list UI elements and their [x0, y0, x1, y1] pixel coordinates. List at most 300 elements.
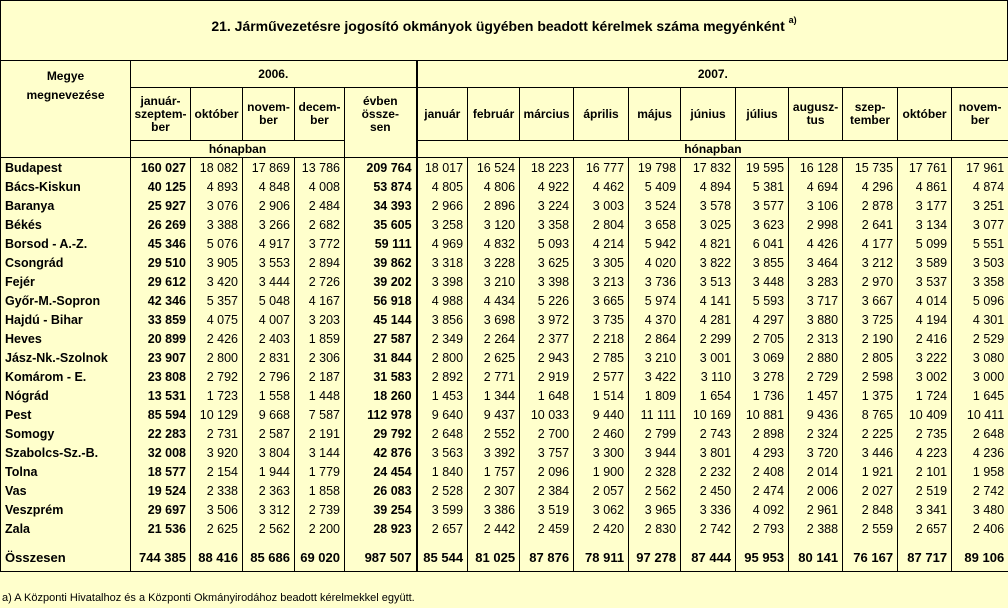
value-cell: 2 831 [243, 348, 295, 367]
value-cell: 3 506 [191, 500, 243, 519]
value-cell: 2 562 [243, 519, 295, 538]
value-cell: 19 595 [736, 158, 789, 178]
value-cell: 2 625 [468, 348, 520, 367]
value-cell: 3 524 [629, 196, 681, 215]
value-cell: 1 724 [898, 386, 952, 405]
value-cell: 11 111 [629, 405, 681, 424]
value-cell: 2 587 [243, 424, 295, 443]
value-cell: 3 480 [952, 500, 1008, 519]
value-cell: 3 736 [629, 272, 681, 291]
value-cell: 45 144 [345, 310, 417, 329]
value-cell: 18 017 [417, 158, 468, 178]
value-cell: 4 008 [295, 177, 345, 196]
value-cell: 5 381 [736, 177, 789, 196]
value-cell: 2 363 [243, 481, 295, 500]
value-cell: 29 612 [131, 272, 191, 291]
value-cell: 81 025 [468, 543, 520, 572]
value-cell: 26 269 [131, 215, 191, 234]
value-cell: 5 551 [952, 234, 1008, 253]
value-cell: 2 743 [681, 424, 736, 443]
value-cell: 9 436 [789, 405, 843, 424]
county-header: Megye megnevezése [1, 61, 131, 158]
value-cell: 3 735 [574, 310, 629, 329]
value-cell: 10 411 [952, 405, 1008, 424]
table-row [1, 462, 1008, 481]
value-cell: 3 210 [468, 272, 520, 291]
value-cell: 2 187 [295, 367, 345, 386]
value-cell: 39 202 [345, 272, 417, 291]
county-name: Nógrád [1, 386, 131, 405]
county-name: Tolna [1, 462, 131, 481]
value-cell: 2 388 [789, 519, 843, 538]
value-cell: 2 426 [191, 329, 243, 348]
table-row [1, 215, 1008, 234]
value-cell: 2 735 [898, 424, 952, 443]
value-cell: 4 092 [736, 500, 789, 519]
table-row [1, 367, 1008, 386]
county-name: Bács-Kiskun [1, 177, 131, 196]
month-header-2007: május [629, 88, 681, 141]
value-cell: 18 223 [520, 158, 574, 178]
value-cell: 2 657 [417, 519, 468, 538]
value-cell: 1 779 [295, 462, 345, 481]
value-cell: 3 212 [843, 253, 898, 272]
value-cell: 2 771 [468, 367, 520, 386]
value-cell: 2 006 [789, 481, 843, 500]
value-cell: 59 111 [345, 234, 417, 253]
header-row-years [1, 61, 1008, 88]
value-cell: 5 096 [952, 291, 1008, 310]
value-cell: 42 876 [345, 443, 417, 462]
value-cell: 2 154 [191, 462, 243, 481]
table-row [1, 348, 1008, 367]
value-cell: 3 062 [574, 500, 629, 519]
value-cell: 5 076 [191, 234, 243, 253]
value-cell: 1 958 [952, 462, 1008, 481]
value-cell: 5 226 [520, 291, 574, 310]
value-cell: 4 874 [952, 177, 1008, 196]
value-cell: 4 177 [843, 234, 898, 253]
value-cell: 10 881 [736, 405, 789, 424]
value-cell: 23 808 [131, 367, 191, 386]
value-cell: 3 972 [520, 310, 574, 329]
month-header-2006: október [191, 88, 243, 141]
value-cell: 16 777 [574, 158, 629, 178]
value-cell: 2 793 [736, 519, 789, 538]
value-cell: 5 593 [736, 291, 789, 310]
value-cell: 3 667 [843, 291, 898, 310]
value-cell: 2 191 [295, 424, 345, 443]
value-cell: 80 141 [789, 543, 843, 572]
value-cell: 4 194 [898, 310, 952, 329]
value-cell: 9 440 [574, 405, 629, 424]
value-cell: 3 578 [681, 196, 736, 215]
value-cell: 2 027 [843, 481, 898, 500]
value-cell: 3 599 [417, 500, 468, 519]
value-cell: 3 318 [417, 253, 468, 272]
value-cell: 2 729 [789, 367, 843, 386]
value-cell: 209 764 [345, 158, 417, 178]
value-cell: 2 307 [468, 481, 520, 500]
footnote: a) A Központi Hivatalhoz és a Központi Okmányirodához beadott kérelmekkel együtt. [2, 592, 415, 604]
value-cell: 3 589 [898, 253, 952, 272]
value-cell: 17 961 [952, 158, 1008, 178]
value-cell: 3 553 [243, 253, 295, 272]
county-name: Győr-M.-Sopron [1, 291, 131, 310]
value-cell: 3 519 [520, 500, 574, 519]
value-cell: 9 437 [468, 405, 520, 424]
value-cell: 2 200 [295, 519, 345, 538]
value-cell: 4 297 [736, 310, 789, 329]
value-cell: 2 562 [629, 481, 681, 500]
value-cell: 3 228 [468, 253, 520, 272]
value-cell: 19 798 [629, 158, 681, 178]
value-cell: 3 398 [417, 272, 468, 291]
value-cell: 3 698 [468, 310, 520, 329]
value-cell: 4 917 [243, 234, 295, 253]
value-cell: 3 446 [843, 443, 898, 462]
value-cell: 2 648 [952, 424, 1008, 443]
value-cell: 1 736 [736, 386, 789, 405]
value-cell: 2 785 [574, 348, 629, 367]
value-cell: 13 531 [131, 386, 191, 405]
value-cell: 2 406 [952, 519, 1008, 538]
value-cell: 2 577 [574, 367, 629, 386]
value-cell: 1 457 [789, 386, 843, 405]
value-cell: 2 324 [789, 424, 843, 443]
value-cell: 2 864 [629, 329, 681, 348]
value-cell: 744 385 [131, 543, 191, 572]
value-cell: 2 906 [243, 196, 295, 215]
value-cell: 3 278 [736, 367, 789, 386]
table-title [1, 15, 1007, 34]
value-cell: 3 224 [520, 196, 574, 215]
value-cell: 88 416 [191, 543, 243, 572]
table-row [1, 424, 1008, 443]
value-cell: 18 577 [131, 462, 191, 481]
value-cell: 15 735 [843, 158, 898, 178]
value-cell: 3 856 [417, 310, 468, 329]
value-cell: 2 598 [843, 367, 898, 386]
value-cell: 3 203 [295, 310, 345, 329]
value-cell: 39 862 [345, 253, 417, 272]
value-cell: 2 830 [629, 519, 681, 538]
county-name: Veszprém [1, 500, 131, 519]
value-cell: 87 876 [520, 543, 574, 572]
value-cell: 1 809 [629, 386, 681, 405]
value-cell: 1 654 [681, 386, 736, 405]
value-cell: 33 859 [131, 310, 191, 329]
value-cell: 4 293 [736, 443, 789, 462]
value-cell: 32 008 [131, 443, 191, 462]
value-cell: 4 861 [898, 177, 952, 196]
value-cell: 987 507 [345, 543, 417, 572]
value-cell: 2 096 [520, 462, 574, 481]
table-title-text: 21. Járművezetésre jogosító okmányok ügyében beadott kérelmek száma megyénként [211, 18, 785, 34]
value-cell: 3 305 [574, 253, 629, 272]
county-name: Komárom - E. [1, 367, 131, 386]
month-header-2006: évben össze- sen [345, 88, 417, 141]
total-row [1, 543, 1008, 572]
value-cell: 4 434 [468, 291, 520, 310]
value-cell: 2 625 [191, 519, 243, 538]
value-cell: 45 346 [131, 234, 191, 253]
value-cell: 3 503 [952, 253, 1008, 272]
table-row [1, 329, 1008, 348]
month-header-2006: decem- ber [295, 88, 345, 141]
value-cell: 2 484 [295, 196, 345, 215]
value-cell: 4 301 [952, 310, 1008, 329]
value-cell: 1 645 [952, 386, 1008, 405]
value-cell: 4 167 [295, 291, 345, 310]
value-cell: 1 921 [843, 462, 898, 481]
table-row [1, 158, 1008, 178]
county-name: Összesen [1, 543, 131, 572]
value-cell: 3 717 [789, 291, 843, 310]
value-cell: 1 757 [468, 462, 520, 481]
value-cell: 3 077 [952, 215, 1008, 234]
value-cell: 3 144 [295, 443, 345, 462]
value-cell: 1 944 [243, 462, 295, 481]
value-cell: 9 640 [417, 405, 468, 424]
value-cell: 3 001 [681, 348, 736, 367]
value-cell: 1 858 [295, 481, 345, 500]
value-cell: 4 893 [191, 177, 243, 196]
value-cell: 10 169 [681, 405, 736, 424]
year-2007-header: 2007. [417, 61, 1008, 88]
value-cell: 3 222 [898, 348, 952, 367]
value-cell: 2 878 [843, 196, 898, 215]
value-cell: 31 583 [345, 367, 417, 386]
county-name: Heves [1, 329, 131, 348]
month-header-2007: szep- tember [843, 88, 898, 141]
value-cell: 21 536 [131, 519, 191, 538]
value-cell: 17 869 [243, 158, 295, 178]
value-cell: 2 641 [843, 215, 898, 234]
value-cell: 3 300 [574, 443, 629, 462]
value-cell: 5 093 [520, 234, 574, 253]
value-cell: 160 027 [131, 158, 191, 178]
value-cell: 3 464 [789, 253, 843, 272]
value-cell: 2 682 [295, 215, 345, 234]
month-header-2007: október [898, 88, 952, 141]
value-cell: 2 384 [520, 481, 574, 500]
value-cell: 2 705 [736, 329, 789, 348]
value-cell: 3 444 [243, 272, 295, 291]
value-cell: 97 278 [629, 543, 681, 572]
value-cell: 2 408 [736, 462, 789, 481]
value-cell: 2 377 [520, 329, 574, 348]
value-cell: 4 370 [629, 310, 681, 329]
value-cell: 10 129 [191, 405, 243, 424]
value-cell: 2 919 [520, 367, 574, 386]
value-cell: 5 974 [629, 291, 681, 310]
value-cell: 3 880 [789, 310, 843, 329]
value-cell: 4 832 [468, 234, 520, 253]
value-cell: 4 075 [191, 310, 243, 329]
month-header-2007: március [520, 88, 574, 141]
value-cell: 16 128 [789, 158, 843, 178]
value-cell: 4 988 [417, 291, 468, 310]
value-cell: 1 900 [574, 462, 629, 481]
value-cell: 3 358 [952, 272, 1008, 291]
table-row [1, 272, 1008, 291]
value-cell: 5 357 [191, 291, 243, 310]
value-cell: 1 448 [295, 386, 345, 405]
value-cell: 2 894 [295, 253, 345, 272]
value-cell: 22 283 [131, 424, 191, 443]
value-cell: 5 099 [898, 234, 952, 253]
value-cell: 5 942 [629, 234, 681, 253]
value-cell: 2 101 [898, 462, 952, 481]
value-cell: 3 341 [898, 500, 952, 519]
value-cell: 2 459 [520, 519, 574, 538]
value-cell: 4 020 [629, 253, 681, 272]
value-cell: 112 978 [345, 405, 417, 424]
county-name: Zala [1, 519, 131, 538]
table-row [1, 405, 1008, 424]
value-cell: 2 349 [417, 329, 468, 348]
value-cell: 2 848 [843, 500, 898, 519]
value-cell: 29 792 [345, 424, 417, 443]
value-cell: 2 190 [843, 329, 898, 348]
table-row [1, 177, 1008, 196]
value-cell: 3 025 [681, 215, 736, 234]
table-row [1, 310, 1008, 329]
county-name: Vas [1, 481, 131, 500]
value-cell: 3 537 [898, 272, 952, 291]
value-cell: 2 218 [574, 329, 629, 348]
value-cell: 2 742 [952, 481, 1008, 500]
value-cell: 2 460 [574, 424, 629, 443]
value-cell: 1 859 [295, 329, 345, 348]
value-cell: 1 723 [191, 386, 243, 405]
value-cell: 4 236 [952, 443, 1008, 462]
value-cell: 4 894 [681, 177, 736, 196]
value-cell: 2 328 [629, 462, 681, 481]
unit-label-2006: hónapban [131, 141, 345, 158]
value-cell: 4 214 [574, 234, 629, 253]
value-cell: 2 804 [574, 215, 629, 234]
value-cell: 4 141 [681, 291, 736, 310]
value-cell: 3 120 [468, 215, 520, 234]
value-cell: 24 454 [345, 462, 417, 481]
value-cell: 3 251 [952, 196, 1008, 215]
value-cell: 8 765 [843, 405, 898, 424]
value-cell: 85 594 [131, 405, 191, 424]
county-name: Jász-Nk.-Szolnok [1, 348, 131, 367]
value-cell: 1 514 [574, 386, 629, 405]
value-cell: 2 403 [243, 329, 295, 348]
month-header-2007: novem- ber [952, 88, 1008, 141]
value-cell: 3 920 [191, 443, 243, 462]
value-cell: 1 375 [843, 386, 898, 405]
value-cell: 1 558 [243, 386, 295, 405]
value-cell: 34 393 [345, 196, 417, 215]
data-table [0, 60, 1008, 572]
value-cell: 3 358 [520, 215, 574, 234]
value-cell: 31 844 [345, 348, 417, 367]
value-cell: 3 213 [574, 272, 629, 291]
county-name: Baranya [1, 196, 131, 215]
value-cell: 3 420 [191, 272, 243, 291]
value-cell: 19 524 [131, 481, 191, 500]
value-cell: 2 264 [468, 329, 520, 348]
value-cell: 2 306 [295, 348, 345, 367]
value-cell: 9 668 [243, 405, 295, 424]
value-cell: 5 048 [243, 291, 295, 310]
value-cell: 2 232 [681, 462, 736, 481]
county-name: Pest [1, 405, 131, 424]
value-cell: 2 731 [191, 424, 243, 443]
value-cell: 2 657 [898, 519, 952, 538]
value-cell: 4 694 [789, 177, 843, 196]
county-name: Csongrád [1, 253, 131, 272]
value-cell: 1 453 [417, 386, 468, 405]
value-cell: 4 821 [681, 234, 736, 253]
value-cell: 1 840 [417, 462, 468, 481]
value-cell: 53 874 [345, 177, 417, 196]
value-cell: 89 106 [952, 543, 1008, 572]
value-cell: 3 665 [574, 291, 629, 310]
county-name: Borsod - A.-Z. [1, 234, 131, 253]
value-cell: 2 898 [736, 424, 789, 443]
value-cell: 3 392 [468, 443, 520, 462]
header-row-units [1, 141, 1008, 158]
county-name: Budapest [1, 158, 131, 178]
value-cell: 2 416 [898, 329, 952, 348]
month-header-2007: április [574, 88, 629, 141]
value-cell: 2 014 [789, 462, 843, 481]
value-cell: 2 529 [952, 329, 1008, 348]
value-cell: 4 223 [898, 443, 952, 462]
value-cell: 29 510 [131, 253, 191, 272]
value-cell: 2 225 [843, 424, 898, 443]
county-name: Hajdú - Bihar [1, 310, 131, 329]
header-row-months [1, 88, 1008, 141]
value-cell: 85 544 [417, 543, 468, 572]
value-cell: 3 336 [681, 500, 736, 519]
value-cell: 18 082 [191, 158, 243, 178]
value-cell: 3 658 [629, 215, 681, 234]
value-cell: 56 918 [345, 291, 417, 310]
value-cell: 2 057 [574, 481, 629, 500]
value-cell: 3 177 [898, 196, 952, 215]
value-cell: 2 792 [191, 367, 243, 386]
month-header-2007: június [681, 88, 736, 141]
value-cell: 3 312 [243, 500, 295, 519]
value-cell: 2 800 [417, 348, 468, 367]
value-cell: 69 020 [295, 543, 345, 572]
value-cell: 3 577 [736, 196, 789, 215]
value-cell: 4 922 [520, 177, 574, 196]
value-cell: 2 338 [191, 481, 243, 500]
value-cell: 2 648 [417, 424, 468, 443]
value-cell: 17 832 [681, 158, 736, 178]
value-cell: 4 462 [574, 177, 629, 196]
title-footnote-mark: a) [788, 15, 797, 25]
value-cell: 78 911 [574, 543, 629, 572]
value-cell: 3 002 [898, 367, 952, 386]
value-cell: 95 953 [736, 543, 789, 572]
value-cell: 10 033 [520, 405, 574, 424]
value-cell: 2 892 [417, 367, 468, 386]
value-cell: 2 742 [681, 519, 736, 538]
value-cell: 17 761 [898, 158, 952, 178]
value-cell: 3 110 [681, 367, 736, 386]
table-row [1, 519, 1008, 538]
value-cell: 3 000 [952, 367, 1008, 386]
